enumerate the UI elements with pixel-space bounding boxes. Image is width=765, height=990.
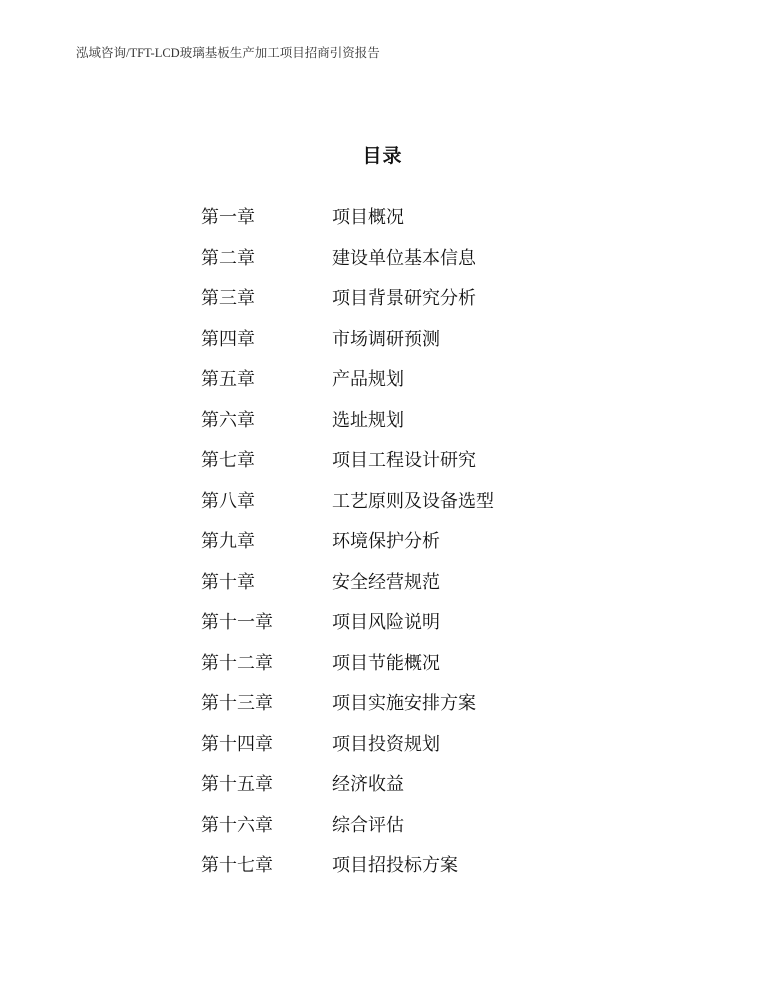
toc-chapter-label: 第十三章 bbox=[201, 693, 273, 714]
toc-row bbox=[201, 649, 561, 690]
toc-entry-title: 项目实施安排方案 bbox=[332, 693, 476, 714]
toc-chapter-label: 第十七章 bbox=[201, 855, 273, 876]
toc-chapter-label: 第五章 bbox=[201, 369, 255, 390]
toc-row bbox=[201, 689, 561, 730]
toc-entry-title: 项目背景研究分析 bbox=[332, 288, 476, 309]
toc-row bbox=[201, 487, 561, 528]
toc-title: 目录 bbox=[362, 145, 403, 167]
toc-entry-title: 项目节能概况 bbox=[332, 652, 440, 674]
toc-chapter-label: 第一章 bbox=[201, 207, 255, 228]
toc-row bbox=[201, 446, 561, 487]
toc-entry-title: 安全经营规范 bbox=[332, 571, 440, 593]
toc-chapter-label: 第九章 bbox=[201, 531, 255, 552]
toc-entry-title: 选址规划 bbox=[332, 409, 404, 431]
toc-chapter-label: 第十一章 bbox=[201, 612, 273, 633]
toc-chapter-label: 第六章 bbox=[201, 409, 255, 431]
toc-chapter-label: 第十四章 bbox=[201, 733, 273, 755]
toc-row bbox=[201, 568, 561, 609]
toc-chapter-label: 第十六章 bbox=[201, 814, 273, 836]
toc-entry-title: 产品规划 bbox=[332, 369, 404, 390]
toc-entry-title: 项目工程设计研究 bbox=[332, 450, 476, 471]
toc-entry-title: 建设单位基本信息 bbox=[332, 247, 476, 269]
toc-chapter-label: 第四章 bbox=[201, 328, 255, 350]
toc-entry-title: 项目概况 bbox=[332, 207, 404, 228]
table-of-contents bbox=[201, 203, 561, 892]
toc-entry-title: 环境保护分析 bbox=[332, 531, 440, 552]
toc-chapter-label: 第七章 bbox=[201, 450, 255, 471]
toc-chapter-label: 第十二章 bbox=[201, 652, 273, 674]
toc-entry-title: 市场调研预测 bbox=[332, 328, 440, 350]
toc-chapter-label: 第三章 bbox=[201, 288, 255, 309]
toc-row bbox=[201, 770, 561, 811]
running-header: 泓域咨询/TFT-LCD玻璃基板生产加工项目招商引资报告 bbox=[76, 46, 380, 60]
toc-row bbox=[201, 244, 561, 285]
toc-row bbox=[201, 811, 561, 852]
toc-entry-title: 项目风险说明 bbox=[332, 612, 440, 633]
toc-entry-title: 经济收益 bbox=[332, 774, 404, 795]
toc-row bbox=[201, 608, 561, 649]
toc-entry-title: 项目招投标方案 bbox=[332, 855, 458, 876]
toc-row bbox=[201, 365, 561, 406]
toc-entry-title: 综合评估 bbox=[332, 814, 404, 836]
toc-chapter-label: 第十五章 bbox=[201, 774, 273, 795]
toc-row bbox=[201, 284, 561, 325]
toc-chapter-label: 第八章 bbox=[201, 490, 255, 512]
toc-row bbox=[201, 325, 561, 366]
toc-entry-title: 工艺原则及设备选型 bbox=[332, 490, 494, 512]
toc-row bbox=[201, 406, 561, 447]
toc-row bbox=[201, 203, 561, 244]
toc-chapter-label: 第十章 bbox=[201, 571, 255, 593]
toc-row bbox=[201, 527, 561, 568]
toc-row bbox=[201, 851, 561, 892]
toc-entry-title: 项目投资规划 bbox=[332, 733, 440, 755]
toc-chapter-label: 第二章 bbox=[201, 247, 255, 269]
toc-row bbox=[201, 730, 561, 771]
